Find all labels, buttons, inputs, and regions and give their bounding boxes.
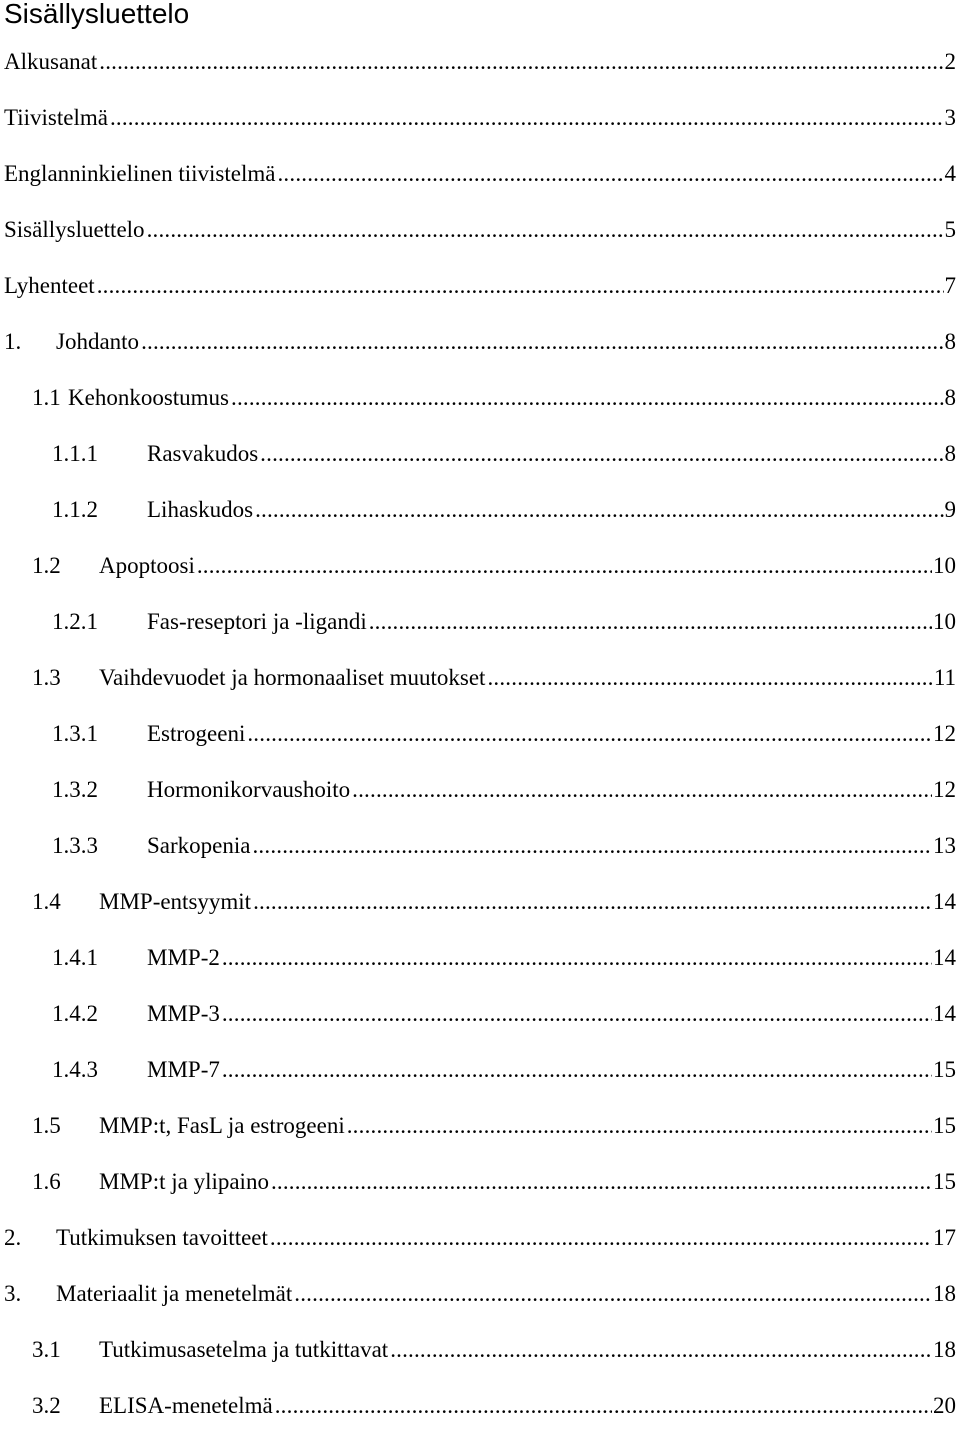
toc-entry-title: MMP-7 — [147, 1057, 220, 1082]
dot-leader — [253, 874, 932, 930]
toc-entry-page-number: 14 — [933, 945, 956, 970]
toc-entry[interactable] — [0, 1098, 960, 1154]
dot-leader — [252, 818, 932, 874]
toc-entry[interactable] — [0, 1210, 960, 1266]
toc-entry[interactable] — [0, 426, 960, 482]
dot-leader — [352, 762, 932, 818]
dot-leader — [147, 202, 944, 258]
toc-entry-page-number: 15 — [933, 1113, 956, 1138]
dot-leader — [110, 90, 944, 146]
toc-entry[interactable] — [0, 90, 960, 146]
toc-entry-page-number: 10 — [933, 609, 956, 634]
toc-entry-page-number: 14 — [933, 1001, 956, 1026]
toc-entry-title: MMP-entsyymit — [99, 889, 252, 914]
page-title: Sisällysluettelo — [4, 0, 190, 29]
toc-entry[interactable] — [0, 1322, 960, 1378]
toc-entry-page-number: 15 — [933, 1169, 956, 1194]
toc-entry[interactable] — [0, 1042, 960, 1098]
toc-entry-number: 1.4.1 — [52, 945, 98, 970]
toc-entry-page-number: 2 — [944, 49, 956, 74]
toc-entry-page-number: 3 — [944, 105, 956, 130]
dot-leader — [197, 538, 932, 594]
toc-entry[interactable] — [0, 146, 960, 202]
toc-entry[interactable] — [0, 818, 960, 874]
toc-entry-number: 1.1.2 — [52, 497, 98, 522]
toc-entry-title: MMP:t, FasL ja estrogeeni — [99, 1113, 345, 1138]
toc-entry-title: MMP-3 — [147, 1001, 220, 1026]
toc-entry-title: Englanninkielinen tiivistelmä — [4, 161, 276, 186]
toc-entry-page-number: 20 — [933, 1393, 956, 1418]
toc-entry-number: 1.1 — [32, 385, 61, 410]
dot-leader — [247, 706, 932, 762]
toc-entry-page-number: 13 — [933, 833, 956, 858]
toc-entry-page-number: 12 — [933, 721, 956, 746]
toc-entry-number: 1.4 — [32, 889, 61, 914]
toc-entry-number: 1.1.1 — [52, 441, 98, 466]
toc-entry-title: Sisällysluettelo — [4, 217, 145, 242]
toc-entry-title: Hormonikorvaushoito — [147, 777, 351, 802]
dot-leader — [222, 986, 932, 1042]
toc-entry-number: 3.1 — [32, 1337, 61, 1362]
toc-entry[interactable] — [0, 538, 960, 594]
toc-entry-page-number: 8 — [944, 441, 956, 466]
toc-entry[interactable] — [0, 706, 960, 762]
toc-entry-number: 1.3.3 — [52, 833, 98, 858]
dot-leader — [97, 258, 944, 314]
toc-entry-number: 1.6 — [32, 1169, 61, 1194]
toc-entry-number: 3.2 — [32, 1393, 61, 1418]
toc-entry-title: Tutkimuksen tavoitteet — [56, 1225, 268, 1250]
toc-entry-page-number: 8 — [944, 329, 956, 354]
dot-leader — [260, 426, 943, 482]
toc-entry-number: 2. — [4, 1225, 22, 1250]
toc-entry[interactable] — [0, 258, 960, 314]
toc-entry-page-number: 12 — [933, 777, 956, 802]
toc-entry[interactable] — [0, 314, 960, 370]
dot-leader — [222, 930, 932, 986]
dot-leader — [347, 1098, 932, 1154]
toc-entry-title: Rasvakudos — [147, 441, 259, 466]
dot-leader — [294, 1266, 932, 1322]
toc-entry-title: Kehonkoostumus — [68, 385, 229, 410]
toc-entry-title: Tiivistelmä — [4, 105, 108, 130]
toc-entry-title: Sarkopenia — [147, 833, 251, 858]
toc-entry[interactable] — [0, 762, 960, 818]
toc-entry-number: 1.5 — [32, 1113, 61, 1138]
dot-leader — [141, 314, 943, 370]
toc-entry-number: 1.4.3 — [52, 1057, 98, 1082]
toc-entry-title: Apoptoosi — [99, 553, 195, 578]
toc-entry-title: Estrogeeni — [147, 721, 246, 746]
dot-leader — [271, 1154, 932, 1210]
toc-entry[interactable] — [0, 594, 960, 650]
toc-entry-title: Johdanto — [56, 329, 140, 354]
table-of-contents — [0, 34, 960, 1434]
toc-entry-number: 1.2 — [32, 553, 61, 578]
toc-entry[interactable] — [0, 202, 960, 258]
toc-entry-page-number: 18 — [933, 1281, 956, 1306]
toc-entry-page-number: 9 — [944, 497, 956, 522]
toc-entry-page-number: 10 — [933, 553, 956, 578]
dot-leader — [255, 482, 943, 538]
toc-entry[interactable] — [0, 1378, 960, 1434]
toc-entry[interactable] — [0, 370, 960, 426]
toc-entry[interactable] — [0, 874, 960, 930]
dot-leader — [369, 594, 932, 650]
toc-entry[interactable] — [0, 930, 960, 986]
toc-entry-page-number: 18 — [933, 1337, 956, 1362]
toc-entry-page-number: 7 — [944, 273, 956, 298]
dot-leader — [487, 650, 932, 706]
dot-leader — [99, 34, 943, 90]
toc-entry-page-number: 4 — [944, 161, 956, 186]
toc-entry[interactable] — [0, 34, 960, 90]
toc-entry-number: 1.4.2 — [52, 1001, 98, 1026]
toc-entry-number: 1.3.1 — [52, 721, 98, 746]
toc-entry-number: 1.3.2 — [52, 777, 98, 802]
toc-entry-title: Lihaskudos — [147, 497, 254, 522]
toc-entry[interactable] — [0, 650, 960, 706]
toc-entry-number: 1.2.1 — [52, 609, 98, 634]
toc-entry-title: MMP:t ja ylipaino — [99, 1169, 269, 1194]
toc-entry[interactable] — [0, 1154, 960, 1210]
toc-entry-page-number: 5 — [944, 217, 956, 242]
dot-leader — [275, 1378, 932, 1434]
toc-entry-title: ELISA-menetelmä — [99, 1393, 273, 1418]
dot-leader — [270, 1210, 932, 1266]
dot-leader — [390, 1322, 932, 1378]
dot-leader — [231, 370, 944, 426]
toc-entry-number: 1.3 — [32, 665, 61, 690]
dot-leader — [222, 1042, 932, 1098]
toc-entry[interactable] — [0, 482, 960, 538]
toc-entry-page-number: 15 — [933, 1057, 956, 1082]
toc-entry-number: 1. — [4, 329, 22, 354]
toc-entry-page-number: 17 — [933, 1225, 956, 1250]
toc-entry-title: MMP-2 — [147, 945, 220, 970]
toc-entry-title: Materiaalit ja menetelmät — [56, 1281, 293, 1306]
toc-entry-title: Fas-reseptori ja -ligandi — [147, 609, 367, 634]
toc-entry[interactable] — [0, 986, 960, 1042]
toc-entry-title: Alkusanat — [4, 49, 98, 74]
toc-entry-title: Vaihdevuodet ja hormonaaliset muutokset — [99, 665, 486, 690]
toc-entry-page-number: 14 — [933, 889, 956, 914]
toc-entry-title: Lyhenteet — [4, 273, 95, 298]
toc-entry-title: Tutkimusasetelma ja tutkittavat — [99, 1337, 389, 1362]
toc-entry-page-number: 8 — [944, 385, 956, 410]
dot-leader — [277, 146, 943, 202]
toc-entry[interactable] — [0, 1266, 960, 1322]
toc-entry-page-number: 11 — [933, 665, 956, 690]
toc-entry-number: 3. — [4, 1281, 22, 1306]
